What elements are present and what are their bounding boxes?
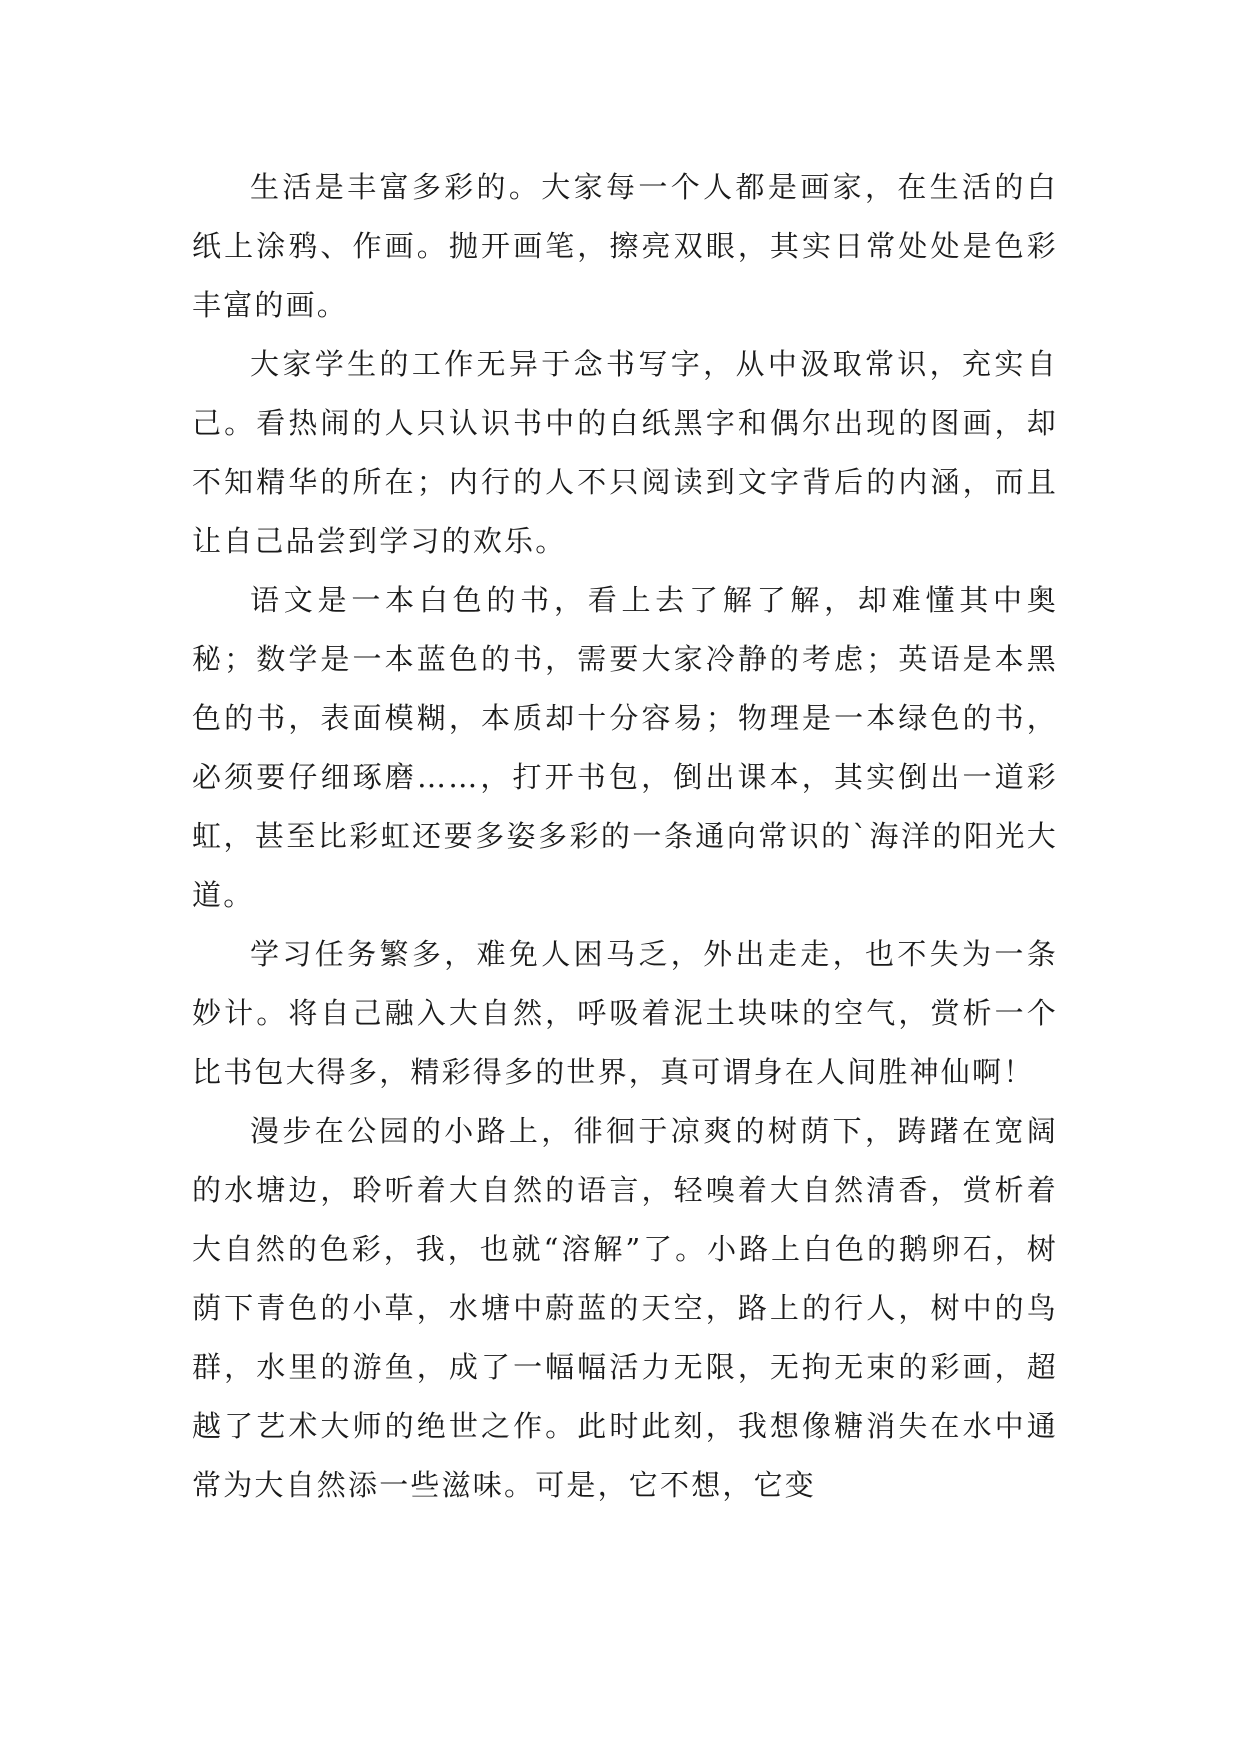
paragraph-3: 语文是一本白色的书，看上去了解了解，却难懂其中奥秘；数学是一本蓝色的书，需要大家冷静的考虑；英语是本黑色的书，表面模糊，本质却十分容易；物理是一本绿色的书，必须要仔细琢磨……，打开书包，倒出课本，其实倒出一道彩虹，甚至比彩虹还要多姿多彩的一条通向常识的`海洋的阳光大道。 [192, 583, 1058, 912]
document-body [192, 158, 1058, 1515]
paragraph-1: 生活是丰富多彩的。大家每一个人都是画家，在生活的白纸上涂鸦、作画。抛开画笔，擦亮双眼，其实日常处处是色彩丰富的画。 [192, 170, 1058, 322]
paragraph-4: 学习任务繁多，难免人困马乏，外出走走，也不失为一条妙计。将自己融入大自然，呼吸着泥土块味的空气，赏析一个比书包大得多，精彩得多的世界，真可谓身在人间胜神仙啊！ [192, 937, 1058, 1089]
paragraph-5: 漫步在公园的小路上，徘徊于凉爽的树荫下，踌躇在宽阔的水塘边，聆听着大自然的语言，轻嗅着大自然清香，赏析着大自然的色彩，我，也就“溶解”了。小路上白色的鹅卵石，树荫下青色的小草，水塘中蔚蓝的天空，路上的行人，树中的鸟群，水里的游鱼，成了一幅幅活力无限，无拘无束的彩画，超越了艺术大师的绝世之作。此时此刻，我想像糖消失在水中通常为大自然添一些滋味。可是，它不想，它变 [192, 1114, 1058, 1502]
paragraph-2: 大家学生的工作无异于念书写字，从中汲取常识，充实自己。看热闹的人只认识书中的白纸黑字和偶尔出现的图画，却不知精华的所在；内行的人不只阅读到文字背后的内涵，而且让自己品尝到学习的欢乐。 [192, 347, 1058, 558]
